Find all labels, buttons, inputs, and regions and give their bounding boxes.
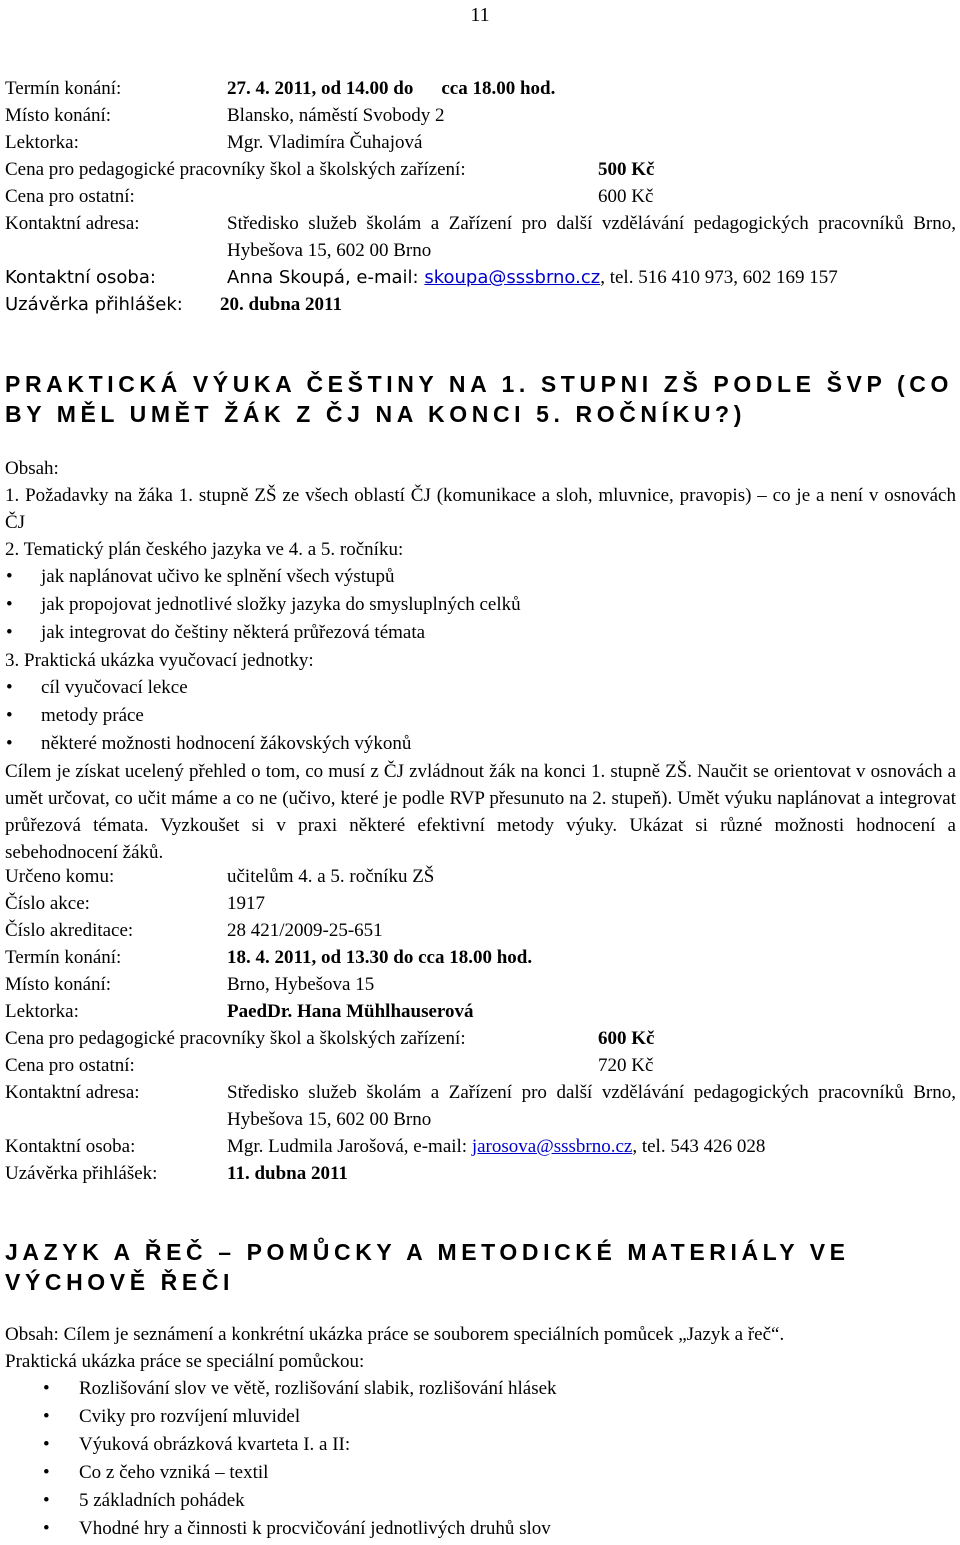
course-cena-ped-value: 600 Kč <box>598 1028 655 1049</box>
bullet-icon: • <box>6 677 13 698</box>
event1-adresa-row <box>5 210 956 264</box>
event1-termin-label: Termín konání: <box>5 78 122 99</box>
list-item: • jak propojovat jednotlivé složky jazyka do smysluplných celků <box>5 591 956 619</box>
course-point2-list <box>5 563 956 647</box>
event1-lektorka-value: Mgr. Vladimíra Čuhajová <box>227 132 423 153</box>
course-osoba-name: Mgr. Ludmila Jarošová, e-mail: <box>227 1136 472 1157</box>
list-item: • některé možnosti hodnocení žákovských výkonů <box>5 730 956 758</box>
course-cislo-akce-row <box>5 890 956 917</box>
event1-misto-row <box>5 102 956 129</box>
course2-prakticka: Praktická ukázka práce se speciální pomůckou: <box>5 1351 365 1372</box>
course-lektorka-value: PaedDr. Hana Mühlhauserová <box>227 1001 474 1022</box>
event1-lektorka-row <box>5 129 956 156</box>
course-urceno-value: učitelům 4. a 5. ročníku ZŠ <box>227 866 435 887</box>
course-cena-ped-row <box>5 1025 956 1052</box>
course-cislo-akce-label: Číslo akce: <box>5 893 90 914</box>
course-akreditace-row <box>5 917 956 944</box>
course-akreditace-label: Číslo akreditace: <box>5 920 134 941</box>
event1-uzaverka-row <box>5 291 956 318</box>
course-point2: 2. Tematický plán českého jazyka ve 4. a 5. ročníku: <box>5 539 404 560</box>
event1-adresa-value: Středisko služeb školám a Zařízení pro další vzdělávání pedagogických pracovníků Brno, Hybešova 15, 602 00 Brno <box>227 213 956 261</box>
course2-title <box>5 1237 956 1297</box>
event1-misto-label: Místo konání: <box>5 105 112 126</box>
bullet-icon: • <box>43 1490 50 1511</box>
course-details <box>5 863 956 1187</box>
course-goal: Cílem je získat ucelený přehled o tom, co musí z ČJ zvládnout žák na konci 1. stupně ZŠ. Naučit se orientovat v osnovách a umět určovat, co učit máme a co ne (učivo, které je podle RVP přesunuto na 2. stupeň). Umět výuku naplánovat a integrovat průřezová témata. Vyzkoušet si v praxi některé efektivní metody výuky. Ukázat si různé možnosti hodnocení a sebehodnocení žáků. <box>5 761 956 863</box>
course-point3-list <box>5 674 956 758</box>
course-misto-label: Místo konání: <box>5 974 112 995</box>
event1-details <box>5 75 956 318</box>
course-uzaverka-label: Uzávěrka přihlášek: <box>5 1163 158 1184</box>
event1-cena-ost-value: 600 Kč <box>598 186 654 207</box>
page-number: 11 <box>470 4 490 26</box>
course-point1: 1. Požadavky na žáka 1. stupně ZŠ ze všech oblastí ČJ (komunikace a sloh, mluvnice, pravopis) – co je a není v osnovách ČJ <box>5 485 956 533</box>
bullet-icon: • <box>43 1378 50 1399</box>
course2-list <box>5 1375 956 1543</box>
list-item: • jak integrovat do češtiny některá průřezová témata <box>5 619 956 647</box>
event1-osoba-label: Kontaktní osoba: <box>5 267 156 288</box>
course-akreditace-value: 28 421/2009-25-651 <box>227 920 383 941</box>
course-title-line2: BY MĚL UMĚT ŽÁK Z ČJ NA KONCI 5. ROČNÍKU?) <box>5 401 746 427</box>
course-content <box>5 455 956 866</box>
list-item: • Výuková obrázková kvarteta I. a II: <box>5 1431 956 1459</box>
course-urceno-label: Určeno komu: <box>5 866 115 887</box>
bullet-icon: • <box>6 594 13 615</box>
event1-cena-ped-value: 500 Kč <box>598 159 655 180</box>
event1-termin-row <box>5 75 956 102</box>
event1-uzaverka-label: Uzávěrka přihlášek: <box>5 294 183 315</box>
list-item: • 5 základních pohádek <box>5 1487 956 1515</box>
bullet-icon: • <box>6 705 13 726</box>
event1-osoba-name: Anna Skoupá, e-mail: <box>227 267 425 288</box>
bullet-icon: • <box>6 733 13 754</box>
course-cena-ped-label: Cena pro pedagogické pracovníky škol a školských zařízení: <box>5 1028 466 1049</box>
list-item: • jak naplánovat učivo ke splnění všech výstupů <box>5 563 956 591</box>
bullet-icon: • <box>43 1406 50 1427</box>
event1-lektorka-label: Lektorka: <box>5 132 79 153</box>
course-osoba-phone: , tel. 543 426 028 <box>632 1136 766 1157</box>
course-point3: 3. Praktická ukázka vyučovací jednotky: <box>5 650 314 671</box>
event1-misto-value: Blansko, náměstí Svobody 2 <box>227 105 445 126</box>
course-uzaverka-value: 11. dubna 2011 <box>227 1163 348 1184</box>
course-lektorka-row <box>5 998 956 1025</box>
course-title <box>5 369 956 429</box>
event1-cena-ost-label: Cena pro ostatní: <box>5 186 135 207</box>
bullet-icon: • <box>6 566 13 587</box>
event1-cena-ped-label: Cena pro pedagogické pracovníky škol a školských zařízení: <box>5 159 466 180</box>
course-cena-ost-value: 720 Kč <box>598 1055 654 1076</box>
event1-uzaverka-value: 20. dubna 2011 <box>220 294 342 315</box>
event1-cena-ped-row <box>5 156 956 183</box>
event1-osoba-row <box>5 264 956 291</box>
list-item: • metody práce <box>5 702 956 730</box>
course-adresa-row <box>5 1079 956 1133</box>
course-termin-value: 18. 4. 2011, od 13.30 do cca 18.00 hod. <box>227 947 533 968</box>
course-cislo-akce-value: 1917 <box>227 893 265 914</box>
course2-title-line2: VÝCHOVĚ ŘEČI <box>5 1269 235 1295</box>
course-osoba-label: Kontaktní osoba: <box>5 1136 136 1157</box>
list-item: • Rozlišování slov ve větě, rozlišování slabik, rozlišování hlásek <box>5 1375 956 1403</box>
course-termin-label: Termín konání: <box>5 947 122 968</box>
event1-termin-value: 27. 4. 2011, od 14.00 do <box>227 78 414 99</box>
course-misto-row <box>5 971 956 998</box>
list-item: • Cviky pro rozvíjení mluvidel <box>5 1403 956 1431</box>
bullet-icon: • <box>43 1462 50 1483</box>
course-termin-row <box>5 944 956 971</box>
course-osoba-row <box>5 1133 956 1160</box>
event1-termin-value2: cca 18.00 hod. <box>441 78 556 99</box>
course-cena-ost-label: Cena pro ostatní: <box>5 1055 135 1076</box>
course2-content <box>5 1321 956 1543</box>
course2-title-line1: JAZYK A ŘEČ – POMŮCKY A METODICKÉ MATERIÁLY VE <box>5 1239 850 1265</box>
course-uzaverka-row <box>5 1160 956 1187</box>
list-item: • Co z čeho vzniká – textil <box>5 1459 956 1487</box>
course-obsah-label: Obsah: <box>5 458 59 479</box>
event1-email-link[interactable]: skoupa@sssbrno.cz <box>424 267 601 288</box>
course-adresa-label: Kontaktní adresa: <box>5 1082 140 1103</box>
course-cena-ost-row <box>5 1052 956 1079</box>
bullet-icon: • <box>6 622 13 643</box>
course-urceno-row <box>5 863 956 890</box>
event1-osoba-phone: , tel. 516 410 973, 602 169 157 <box>600 267 838 288</box>
course-title-line1: PRAKTICKÁ VÝUKA ČEŠTINY NA 1. STUPNI ZŠ PODLE ŠVP (CO <box>5 371 953 397</box>
event1-adresa-label: Kontaktní adresa: <box>5 213 140 234</box>
event1-cena-ost-row <box>5 183 956 210</box>
course-lektorka-label: Lektorka: <box>5 1001 79 1022</box>
course2-obsah: Obsah: Cílem je seznámení a konkrétní ukázka práce se souborem speciálních pomůcek „Jazyk a řeč“. <box>5 1324 785 1345</box>
bullet-icon: • <box>43 1434 50 1455</box>
course-misto-value: Brno, Hybešova 15 <box>227 974 375 995</box>
list-item: • Vhodné hry a činnosti k procvičování jednotlivých druhů slov <box>5 1515 956 1543</box>
list-item: • cíl vyučovací lekce <box>5 674 956 702</box>
bullet-icon: • <box>43 1518 50 1539</box>
course-adresa-value: Středisko služeb školám a Zařízení pro další vzdělávání pedagogických pracovníků Brno, Hybešova 15, 602 00 Brno <box>227 1082 956 1130</box>
course-email-link[interactable]: jarosova@sssbrno.cz <box>471 1136 633 1157</box>
